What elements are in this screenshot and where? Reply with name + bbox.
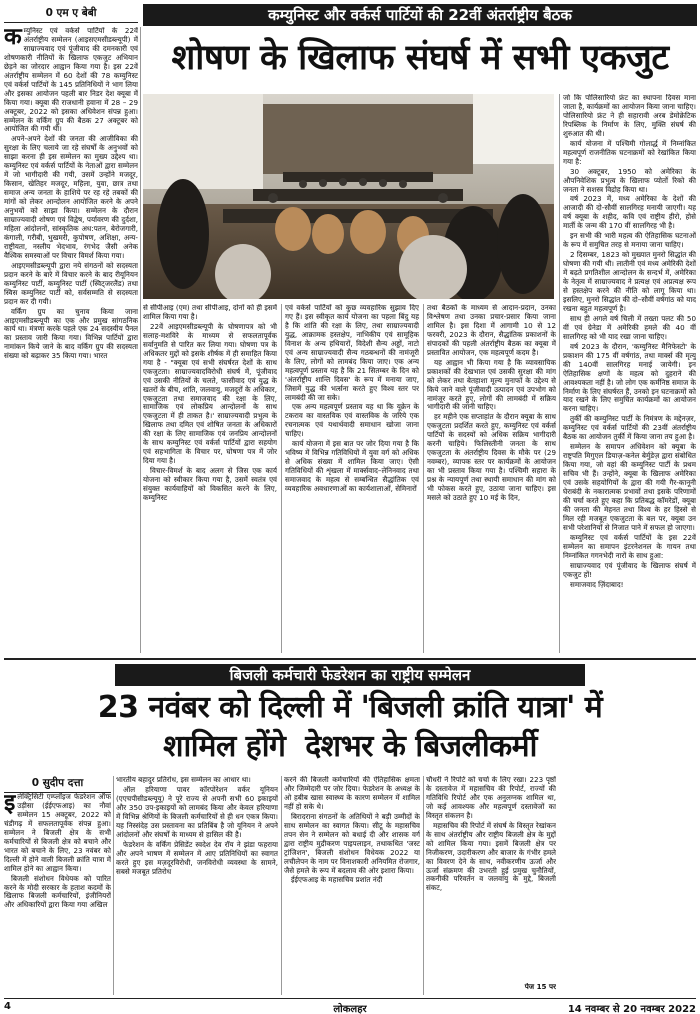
conference-photo	[143, 94, 554, 299]
paragraph: 30 अक्टूबर, 1950 को अमेरिका के औपनिवेशिक प्रभुत्व के खिलाफ प्योर्तो रिको की जनता ने सशस्त्र विद्रोह किया था।	[563, 166, 696, 194]
paragraph: करने की बिजली कर्मचारियों की ऐतिहासिक क्षमता और जिम्मेदारी पर जोर दिया। फेडरेशन के अध्यक्ष के ओ हबीब खास स्वास्थ्य के कारण सम्मेलन में शामिल नहीं हो सके थे।	[284, 776, 420, 811]
article-column-4	[426, 776, 556, 982]
article-column-4	[427, 304, 556, 653]
paragraph: वर्ष 2023 में, मध्य अमेरिका के देशों की आजादी की दो-सौवीं सालगिरह मनायी जाएगी। यह वर्ष क्यूबा के शहीद, कवि एवं राष्ट्रीय हीरो, होसे मार्ती के जन्म की 170 वीं सालगिरह भी है।	[563, 194, 696, 231]
section-kicker-second: बिजली कर्मचारी फेडरेशन का राष्ट्रीय सम्मेलन	[115, 664, 585, 686]
paragraph: बिरादराना संगठनों के अतिथियों ने बड़ी उम्मीदों के साथ सम्मेलन का स्वागत किया। सीटू के महासचिव तपन सेन ने सम्मेलन को बधाई दी और शासक वर्ग द्वारा राष्ट्रीय मुद्रीकरण पाइपलाइन, तथाकथित 'जस्ट ट्रांजिशन', बिजली संशोधन विधेयक 2022 या लचीलेपन के नाम पर विनाशकारी अनियमित रोजगार, जैसे हमले के रूप में बदलाव की ओर इशारा किया।	[284, 811, 420, 875]
column-divider	[140, 27, 141, 653]
paragraph: साथ ही अगले वर्ष चिली में तख्ता पलट की 50 वीं एवं ग्रेनेडा में अमेरिकी हमले की 40 वीं सालगिरह को भी याद रखा जाना चाहिए।	[563, 313, 696, 341]
drop-cap-letter: इ	[4, 793, 16, 816]
column-divider	[559, 94, 560, 653]
column-divider	[423, 304, 424, 653]
article-column-3	[285, 304, 419, 653]
continued-on-page: पेज 15 पर	[524, 983, 556, 991]
article-column-2	[116, 776, 278, 995]
paragraph: महासचिव की रिपोर्ट में संघर्ष के विस्तृत रेखांकन के साथ अंतर्राष्ट्रीय और राष्ट्रीय बिजली क्षेत्र के मुद्दों को शामिल किया गया। इसमें बिजली क्षेत्र पर निजीकरण, उदारीकरण और बाजार के गंभीर हमले का विवरण देने के साथ, नवीकरणीय ऊर्जा और ऊर्जा संक्रमण की उभरती हुई प्रमुख चुनौतियों, तकनीकी परिवर्तन व जलवायु के मुद्दे, बिजली संकट,	[426, 820, 556, 893]
paragraph: ऑल हरियाणा पावर कॉरपोरेशन वर्कर यूनियन (एएचपीसीडब्ल्यूयू) ने पूरे राज्य से अपनी सभी 60 इकाइयों और 350 उप-इकाइयों को लामबंद किया और केवल हरियाणा में विभिन्न श्रेणियों के बिजली कर्मचारियों से ही धन एकत्र किया। यह निस्संदेह उस प्रस्तावना का प्रतिबिंब है जो यूनियन ने अपने आंदोलनों और संघर्षों के माध्यम से हासिल की है।	[116, 784, 278, 839]
paragraph: यह आह्वान भी किया गया है कि व्यावसायिक प्रकाशकों की देखभाल एवं उसकी सुरक्षा की मांग को लेकर तथा बेतहाशा मूल्य मुनाफों के उद्देश्य से किये जाने वाले पूंजीवादी उत्पादन एवं उपभोग को नामंजूर करते हुए, लोगों की लामबंदी में सक्रिय भागीदारी की जानी चाहिए।	[427, 357, 556, 412]
column-divider	[113, 776, 114, 995]
paragraph: अपने-अपने देशों की जनता की आजीविका की सुरक्षा के लिए चलाये जा रहे संघर्षों के अनुभवों को साझा करना ही इस सम्मेलन का मुख्य उद्देश्य था। कम्युनिस्ट एवं वर्कर्स पार्टियों के नेताओं द्वारा सम्मेलन में जो भागीदारी की गयी, उसमें उन्होंने मजदूर, किसान, खेतिहर मजदूर, महिला, युवा, छात्र तथा समाज अन्य जनता के हाशिये पर रह रहे तबकों की मांगों को लेकर आन्दोलन आयोजित करने के अपने अनुभवों को साझा किया। सम्मेलन के दौरान साम्राज्यवादी शोषण एवं विद्वेष, पर्यावरण की दुर्दशा, महिला आंदोलनों, सांस्कृतिक अध:पतन, बेरोजगारी, कंगाली, गरीबी, भुखमरी, कुपोषण, अशिक्षा, अन्य-राष्ट्रीयता, नस्लीय भेदभाव, रंगभेद जैसी अनेक वैश्विक समस्याओं पर विचार विमर्श किया गया।	[4, 134, 138, 260]
paragraph: हर महीने एक सप्ताहांत के दौरान क्यूबा के साथ एकजुटता प्रदर्शित करते हुए, कम्युनिस्ट एवं वर्कर्स पार्टियों के सदस्यों को अधिक सक्रिय भागीदारी करनी चाहिये। फिलिस्तीनी जनता के साथ एकजुटता के अंतर्राष्ट्रीय दिवस के मौके पर (29 नवम्बर), व्यापक स्तर पर कार्यक्रमों के आयोजन का भी प्रस्ताव किया गया है। पश्चिमी सहारा के प्रश्न के न्यायपूर्ण तथा स्थायी समाधान की मांग को भी फोकस करते हुए, उठाया जाना चाहिए। इस मसले को उठाते हुए 10 मई के दिन,	[427, 412, 556, 503]
column-divider	[281, 304, 282, 653]
article-column-5	[563, 94, 696, 653]
issue-date: 14 नवम्बर से 20 नवम्बर 2022	[567, 1004, 696, 1014]
byline-second: 0 सुदीप दत्ता	[4, 776, 111, 793]
paragraph: इन सभी की भारी महत्व की ऐतिहासिक घटनाओं के रूप में समुचित तरह से मनाया जाना चाहिए।	[563, 231, 696, 250]
paragraph: एवं वर्कर्स पार्टियों को कुछ व्यवहारिक सुझाव दिए गए हैं। इस स्वीकृत कार्य योजना का पहला बिंदु यह है कि शांति की रक्षा के लिए, तथा साम्राज्यवादी युद्ध, आक्रामक हस्तक्षेप, नाभिकीय एवं सामूहिक विनाश के अन्य हथियारों, विदेशी सैन्य अड्डों, नाटो एवं अन्य साम्राज्यवादी सैन्य गठबन्धनों की नामंजूरी के लिए, लोगों को लामबंद किया जाए। एक अन्य महत्वपूर्ण प्रस्ताव यह है कि 21 सितम्बर के दिन को 'अंतर्राष्ट्रीय शान्ति दिवस' के रूप में मनाया जाए, जिसमें युद्ध की भर्त्सना करते हुए विश्व स्तर पर लामबंदी की जा सके।	[285, 304, 419, 402]
section-divider	[4, 658, 696, 660]
paragraph: वर्ष 2023 के दौरान, 'कम्युनिस्ट मैनिफेस्टो' के प्रकाशन की 175 वीं वर्षगांठ, तथा मार्क्स की मृत्यु की 140वीं सालगिरह मनाई जायेगी। इन ऐतिहासिक क्षणों के महत्व को दुहराने की आवश्यकता नहीं है। जो लोग एक कर्मनिष्ठ समाज के निर्माण के लिए संघर्षरत हैं, उनको इन घटनाक्रमों को याद रखने के लिए समुचित कार्यक्रमों का आयोजन करना चाहिए।	[563, 341, 696, 414]
paragraph: समाजवाद ज़िंदाबाद!	[570, 579, 624, 589]
paragraph: बिजली संशोधन विधेयक को पारित करने के मोदी सरकार के हताश कदमों के खिलाफ बिजली कर्मचारियों, इंजीनियरों और अधिकारियों द्वारा किया गया अखिल	[4, 873, 111, 910]
publication-name: लोकलहर	[333, 1004, 367, 1014]
article-column-1	[4, 793, 111, 995]
article-column-2	[143, 304, 277, 653]
article-column-1	[4, 27, 138, 653]
paragraph: से सीपीआइ (एम) तथा सीपीआइ, दोनों को ही इसमें शामिल किया गया है।	[143, 304, 277, 321]
paragraph: विचार-विमर्श के बाद अलग से जिस एक कार्य योजना को स्वीकार किया गया है, उसमें स्वतंत्र एवं संयुक्त कार्यवाहियों को विकसित करने के लिए, कम्युनिस्ट	[143, 466, 277, 503]
paragraph: ईईएफआइ के महासचिव प्रशांत नंदी	[291, 875, 383, 885]
section-kicker-top: कम्युनिस्ट और वर्कर्स पार्टियों की 22वीं अंतर्राष्ट्रीय बैठक	[143, 4, 697, 26]
column-divider	[423, 776, 424, 995]
headline-top: शोषण के खिलाफ संघर्ष में सभी एकजुट	[171, 38, 669, 78]
paragraph: तुर्की की कम्युनिस्ट पार्टी के निमंत्रण के मद्देनज़र, कम्युनिस्ट एवं वर्कर्स पार्टियों की 23वीं अंतर्राष्ट्रीय बैठक का आयोजन तुर्की में किया जाना तय हुआ है।	[563, 414, 696, 442]
paragraph: म्युनिस्ट एवं वर्कर्स पार्टियों के 22वें अंतर्राष्ट्रीय सम्मेलन (आइसएमसीडब्ल्यूपी) में साम्राज्यवाद एवं पूंजीवाद की दमनकारी एवं शोषणकारी नीतियों के खिलाफ एकजुट अभियान छेड़ने का जोरदार आह्वान किया गया है। इस 22वें अंतर्राष्ट्रीय सम्मेलन में 60 देशों की 78 कम्युनिस्ट एवं वर्कर्स पार्टियों के 145 प्रतिनिधियों ने भाग लिया और इसका आयोजन पहली बार निडर देश क्यूबा में किया गया। क्यूबा की राजधानी हवाना में 28 – 29 अक्टूबर, 2022 को इसका अधिवेशन संपन्न हुआ। सम्मेलन के वर्किंग ग्रुप की बैठक 27 अक्टूबर को आयोजित की गयी थी।	[4, 27, 138, 134]
byline-top: 0 एम ए बेबी	[4, 6, 138, 23]
paragraph: फेडरेशन के वर्किंग प्रेसिडेंट स्वदेश देव रॉय ने झंडा फहराया और अपने भाषण में सम्मेलन में आए प्रतिनिधियों का स्वागत करते हुए इस मज़दूरविरोधी, जनविरोधी व्यवस्था के सामने, सबसे मजबूत प्रतिरोध	[116, 839, 278, 876]
paragraph: सम्मेलन के समापन अधिवेशन को क्यूबा के राष्ट्रपति मिगुएल डियाज़-कनेल बेर्मुडेज़ द्वारा संबोधित किया गया, जो वहां की कम्युनिस्ट पार्टी के प्रथम सचिव भी हैं। उन्होंने, क्यूबा के खिलाफ अमेरिका एवं उसके सहयोगियों के द्वारा की गयी गैर-कानूनी घेराबंदी के नकारात्मक प्रभावों तथा इसके परिणामों की चर्चा करते हुए कहा कि प्रतिबद्ध कॉमरेडों, क्यूबा की जनता की मेहनत तथा विश्व के हर हिस्से से मिल रही मजबूत एकजुटता के बल पर, क्यूबा उन सभी परेशानियों से निजात पाने में सफल हो जाएगा।	[563, 442, 696, 532]
paragraph: लेक्ट्रिसिटी एम्प्लॉइज फेडरेशन ऑफ उड़ीसा (ईईएफआइ) का नौवां सम्मेलन 15 अक्टूबर, 2022 को चंडीगढ़ में सफलतापूर्वक संपन्न हुआ। सम्मेलन ने बिजली क्षेत्र के सभी कर्मचारियों से बिजली क्षेत्र को बचाने और भारत को बचाने के लिए, 23 नवंबर को दिल्ली में होने वाली बिजली क्रांति यात्रा में शामिल होने का आह्वान किया।	[4, 793, 111, 873]
paragraph: एक अन्य महत्वपूर्ण प्रस्ताव यह था कि यूक्रेन के टकराव का वास्तविक एवं वास्तविक के जरिये एक रचनात्मक एवं यथार्थवादी समाधान खोजा जाना चाहिए।	[285, 402, 419, 439]
paragraph: जो कि पोलिसारियो फ्रंट का स्थापना दिवस माना जाता है, कार्यक्रमों का आयोजन किया जाना चाहिए। पोलिसारियो फ्रंट ने ही सहारावी अरब डेमोक्रेटिक रिपब्लिक के निर्माण के लिए, मुक्ति संघर्ष की शुरुआत की थी।	[563, 94, 696, 138]
page-number: 4	[4, 1001, 11, 1012]
footer-rule	[4, 998, 696, 999]
conference-hall-illustration	[143, 94, 554, 299]
column-divider	[281, 776, 282, 995]
paragraph: भारतीय बहादुर प्रतिरोध, इस सम्मेलन का आधार था।	[116, 776, 251, 784]
paragraph: कम्युनिस्ट एवं वर्कर्स पार्टियों के इस 22वें सम्मेलन का समापन इंटरनेशनल के गायन तथा निम्नांकित गगनभेदी नारों के साथ हुआ:	[563, 532, 696, 560]
headline-second-line1: 23 नवंबर को दिल्ली में 'बिजली क्रांति यात्रा' में	[97, 690, 603, 725]
paragraph: 2 दिसम्बर, 1823 को मुख्यात मुनरो सिद्धांत की घोषणा की गयी थी। लातीनी एवं मध्य अमेरिकी देशों में बढ़ते प्रगतिशील आन्दोलन के सन्दर्भ में, अमेरिका के नेतृत्व में साम्राज्यवाद ने प्रत्यक्ष एवं अप्रत्यक्ष रूप से हस्तक्षेप करने की नीति को लागू किया था। इसलिए, मुनरो सिद्धांत की दो–सौवीं वर्षगांठ को याद रखना बहुत महत्वपूर्ण है।	[563, 250, 696, 313]
paragraph: आइएमसीडब्ल्यूपी द्वारा नये संगठनों को सदस्यता प्रदान करने के बारे में विचार करने के बाद रीयूनियन कम्युनिस्ट पार्टी, कम्युनिस्ट पार्टी (स्विट्जरलैंड) तथा स्विस कम्युनिस्ट पार्टी को, सर्वसम्मति से सदस्यता प्रदान कर दी गयी।	[4, 260, 138, 306]
paragraph: तथा बैठकों के माध्यम से आदान-प्रदान, उनका विश्लेषण तथा उनका प्रचार-प्रसार किया जाना शामिल है। इस दिशा में आगामी 10 से 12 फरवरी, 2023 के दौरान, सैद्धांतिक प्रकाशनों के संपादकों की पहली अंतर्राष्ट्रीय बैठक का क्यूबा में प्रस्तावित आयोजन, एक महत्वपूर्ण कदम है।	[427, 304, 556, 357]
paragraph: कार्य योजना में इस बात पर जोर दिया गया है कि भविष्य में विभिन्न गतिविधियों में युवा वर्ग को अधिक से अधिक संख्या में शामिल किया जाए। ऐसी गतिविधियों की शृंखला में मार्क्सवाद–लेनिनवाद तथा समाजवाद के महत्व से सम्बन्धित सैद्धांतिक एवं व्यवहारिक अवधारणाओं का कार्यशालाओं, सेमिनारों	[285, 439, 419, 494]
article-column-3	[284, 776, 420, 995]
paragraph: वर्किंग ग्रुप का चुनाव किया जाना आइएमसीडब्ल्यूपी का एक और प्रमुख सांगठनिक कार्य था। मंत्रणा करके पहले एक 24 सदस्यीय पैनल का प्रस्ताव जारी किया गया। विभिन्न पार्टियों द्वारा नामांकन किये जाने के बाद वर्किंग ग्रुप की सदस्यता संख्या को बढ़ाकर 35 किया गया। भारत	[4, 306, 138, 361]
paragraph: साम्राज्यवाद एवं पूंजीवाद के खिलाफ संघर्ष में एकजुट हों!	[563, 560, 696, 579]
drop-cap-letter: क	[4, 27, 22, 50]
paragraph: कार्य योजना में पश्चिमी गोलार्द्ध में निम्नांकित महत्वपूर्ण राजनीतिक घटनाक्रमों को रेखांकित किया गया है:	[563, 138, 696, 166]
paragraph: 22वें आइएमसीडब्ल्यूपी के घोषणापत्र को भी सलाह-मशविरे के माध्यम से सफलतापूर्वक सर्वानुमति से पारित कर लिया गया। घोषणा पत्र के अधिकतर मुद्दों को इसके शीर्षक में ही समाहित किया गया है - "क्यूबा एवं सभी संघर्षरत देशों के साथ एकजुटता। साम्राज्यवादविरोधी संघर्ष में, पूंजीवाद एवं उसकी नीतियों के चलते, फासीवाद एवं युद्ध के खतरों के बीच, शांति, जलवायु, मजदूरों के अधिकार, एकजुटता तथा समाजवाद की रक्षा के लिए, सामाजिक एवं लोकप्रिय आन्दोलनों के साथ एकजुटता में ही ताकत है।' साम्राज्यवादी प्रभुत्व के खिलाफ तथा दमित एवं शोषित जनता के अधिकारों की रक्षा के लिए सामाजिक एवं जनप्रिय आन्दोलनों के साथ कम्युनिस्ट एवं वर्कर्स पार्टियों द्वारा सहयोग एवं सहभागिता के विचार पर, घोषणा पत्र में जोर दिया गया है।	[143, 321, 277, 466]
paragraph: चौधरी ने रिपोर्ट को चर्चा के लिए रखा। 223 पृष्ठों के दस्तावेज में महासचिव की रिपोर्ट, राज्यों की गतिविधि रिपोर्ट और एक अनुलग्नक शामिल था, जो कई आवश्यक और महत्वपूर्ण दस्तावेजों का विस्तृत संकलन है।	[426, 776, 556, 820]
headline-second-line2: शामिल होंगे देशभर के बिजलीकर्मी	[163, 729, 537, 764]
